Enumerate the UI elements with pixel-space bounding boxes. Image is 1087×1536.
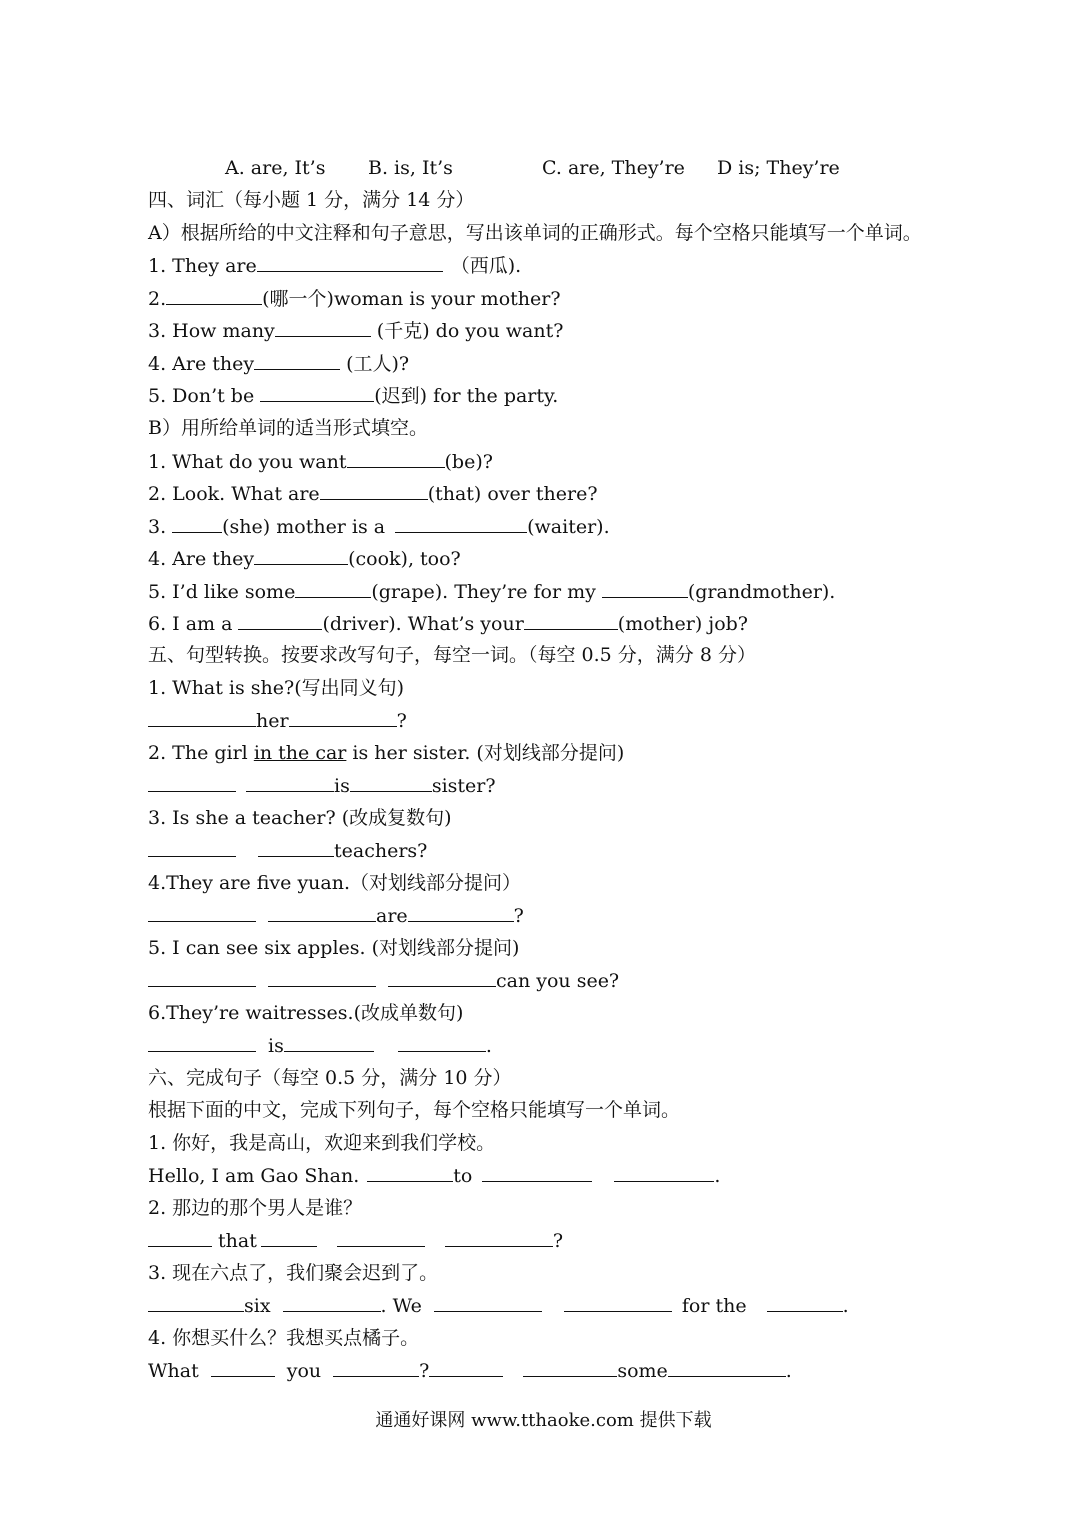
s6-q3-cn: 3. 现在六点了，我们聚会迟到了。 bbox=[148, 1262, 439, 1284]
answer-blank[interactable] bbox=[767, 1290, 843, 1312]
answer-blank[interactable] bbox=[148, 835, 236, 857]
answer-blank[interactable] bbox=[602, 576, 688, 598]
section6-heading: 六、完成句子（每空 0.5 分，满分 10 分） bbox=[148, 1067, 512, 1089]
answer-blank[interactable] bbox=[524, 608, 618, 630]
answer-blank[interactable] bbox=[172, 511, 222, 533]
answer-blank[interactable] bbox=[268, 965, 376, 987]
s6-q2-cn: 2. 那边的那个男人是谁？ bbox=[148, 1197, 363, 1219]
answer-blank[interactable] bbox=[523, 1355, 617, 1377]
answer-blank[interactable] bbox=[445, 1225, 553, 1247]
option-b: B. is, It’s bbox=[368, 157, 453, 179]
answer-blank[interactable] bbox=[211, 1355, 275, 1377]
s5-q1-answer: her ? bbox=[148, 705, 407, 735]
s4b-item-4: 4. Are they (cook), too? bbox=[148, 543, 461, 573]
answer-blank[interactable] bbox=[148, 965, 256, 987]
answer-blank[interactable] bbox=[333, 1355, 419, 1377]
answer-blank[interactable] bbox=[268, 900, 376, 922]
s5-q4-answer: are ? bbox=[148, 900, 524, 930]
answer-blank[interactable] bbox=[148, 1225, 212, 1247]
answer-options bbox=[225, 153, 840, 183]
section4-partA-instruction: A）根据所给的中文注释和句子意思，写出该单词的正确形式。每个空格只能填写一个单词。 bbox=[148, 222, 922, 244]
answer-blank[interactable] bbox=[347, 446, 445, 468]
s6-q2-answer: that ? bbox=[148, 1225, 563, 1255]
s5-q4-prompt: 4.They are five yuan.（对划线部分提问） bbox=[148, 872, 522, 894]
option-c: C. are, They’re bbox=[542, 157, 685, 179]
s4b-item-2: 2. Look. What are (that) over there? bbox=[148, 478, 598, 508]
underlined-phrase: in the car bbox=[253, 742, 347, 764]
s4a-item-3: 3. How many (千克) do you want? bbox=[148, 315, 563, 345]
s6-q3-answer: six . We for the . bbox=[148, 1290, 849, 1320]
answer-blank[interactable] bbox=[398, 1030, 486, 1052]
s6-q4-answer: What you ? some . bbox=[148, 1355, 792, 1385]
answer-blank[interactable] bbox=[564, 1290, 672, 1312]
s5-q2-answer: is sister? bbox=[148, 770, 496, 800]
answer-blank[interactable] bbox=[148, 770, 236, 792]
section4-heading: 四、词汇（每小题 1 分，满分 14 分） bbox=[148, 189, 475, 211]
section4-partB-instruction: B）用所给单词的适当形式填空。 bbox=[148, 417, 428, 439]
answer-blank[interactable] bbox=[246, 770, 334, 792]
answer-blank[interactable] bbox=[388, 965, 496, 987]
answer-blank[interactable] bbox=[258, 835, 334, 857]
answer-blank[interactable] bbox=[148, 1290, 244, 1312]
s5-q3-prompt: 3. Is she a teacher? (改成复数句) bbox=[148, 807, 452, 829]
s4a-item-4: 4. Are they (工人)? bbox=[148, 348, 409, 378]
s4a-item-2: 2. (哪一个)woman is your mother? bbox=[148, 283, 561, 313]
answer-blank[interactable] bbox=[254, 348, 340, 370]
answer-blank[interactable] bbox=[261, 1225, 317, 1247]
answer-blank[interactable] bbox=[257, 250, 443, 272]
answer-blank[interactable] bbox=[289, 705, 397, 727]
s4b-item-1: 1. What do you want (be)? bbox=[148, 446, 493, 476]
s4b-item-3: 3. (she) mother is a (waiter). bbox=[148, 511, 610, 541]
s5-q5-prompt: 5. I can see six apples. (对划线部分提问) bbox=[148, 937, 520, 959]
s5-q6-answer: is . bbox=[148, 1030, 492, 1060]
s5-q3-answer: teachers? bbox=[148, 835, 427, 865]
s6-q1-cn: 1. 你好，我是高山，欢迎来到我们学校。 bbox=[148, 1132, 496, 1154]
answer-blank[interactable] bbox=[408, 900, 514, 922]
section6-instruction: 根据下面的中文，完成下列句子，每个空格只能填写一个单词。 bbox=[148, 1099, 681, 1121]
s6-q4-cn: 4. 你想买什么？我想买点橘子。 bbox=[148, 1327, 420, 1349]
answer-blank[interactable] bbox=[337, 1225, 425, 1247]
answer-blank[interactable] bbox=[350, 770, 432, 792]
s5-q1-prompt: 1. What is she?(写出同义句) bbox=[148, 677, 405, 699]
answer-blank[interactable] bbox=[668, 1355, 786, 1377]
answer-blank[interactable] bbox=[260, 380, 374, 402]
answer-blank[interactable] bbox=[320, 478, 428, 500]
answer-blank[interactable] bbox=[429, 1355, 503, 1377]
s6-q1-answer: Hello, I am Gao Shan. to . bbox=[148, 1160, 720, 1190]
page-footer: 通通好课网 www.tthaoke.com 提供下载 bbox=[375, 1410, 712, 1431]
answer-blank[interactable] bbox=[148, 705, 256, 727]
s5-q2-prompt: 2. The girl in the car is her sister. (对划线部分提问) bbox=[148, 742, 625, 764]
answer-blank[interactable] bbox=[395, 511, 527, 533]
option-d: D is; They’re bbox=[717, 157, 840, 179]
answer-blank[interactable] bbox=[275, 315, 371, 337]
answer-blank[interactable] bbox=[284, 1030, 374, 1052]
answer-blank[interactable] bbox=[434, 1290, 542, 1312]
answer-blank[interactable] bbox=[367, 1160, 453, 1182]
answer-blank[interactable] bbox=[614, 1160, 714, 1182]
s4a-item-1: 1. They are （西瓜). bbox=[148, 250, 521, 280]
option-a: A. are, It’s bbox=[225, 157, 326, 179]
answer-blank[interactable] bbox=[166, 283, 262, 305]
s4a-item-5: 5. Don’t be (迟到) for the party. bbox=[148, 380, 558, 410]
s5-q5-answer: can you see? bbox=[148, 965, 619, 995]
s4b-item-6: 6. I am a (driver). What’s your (mother) job? bbox=[148, 608, 748, 638]
section5-heading: 五、句型转换。按要求改写句子，每空一词。（每空 0.5 分，满分 8 分） bbox=[148, 644, 756, 666]
answer-blank[interactable] bbox=[238, 608, 322, 630]
answer-blank[interactable] bbox=[148, 1030, 256, 1052]
answer-blank[interactable] bbox=[254, 543, 348, 565]
s4b-item-5: 5. I’d like some (grape). They’re for my (grandmother). bbox=[148, 576, 835, 606]
answer-blank[interactable] bbox=[148, 900, 256, 922]
answer-blank[interactable] bbox=[295, 576, 371, 598]
answer-blank[interactable] bbox=[482, 1160, 592, 1182]
s5-q6-prompt: 6.They’re waitresses.(改成单数句) bbox=[148, 1002, 464, 1024]
answer-blank[interactable] bbox=[283, 1290, 381, 1312]
